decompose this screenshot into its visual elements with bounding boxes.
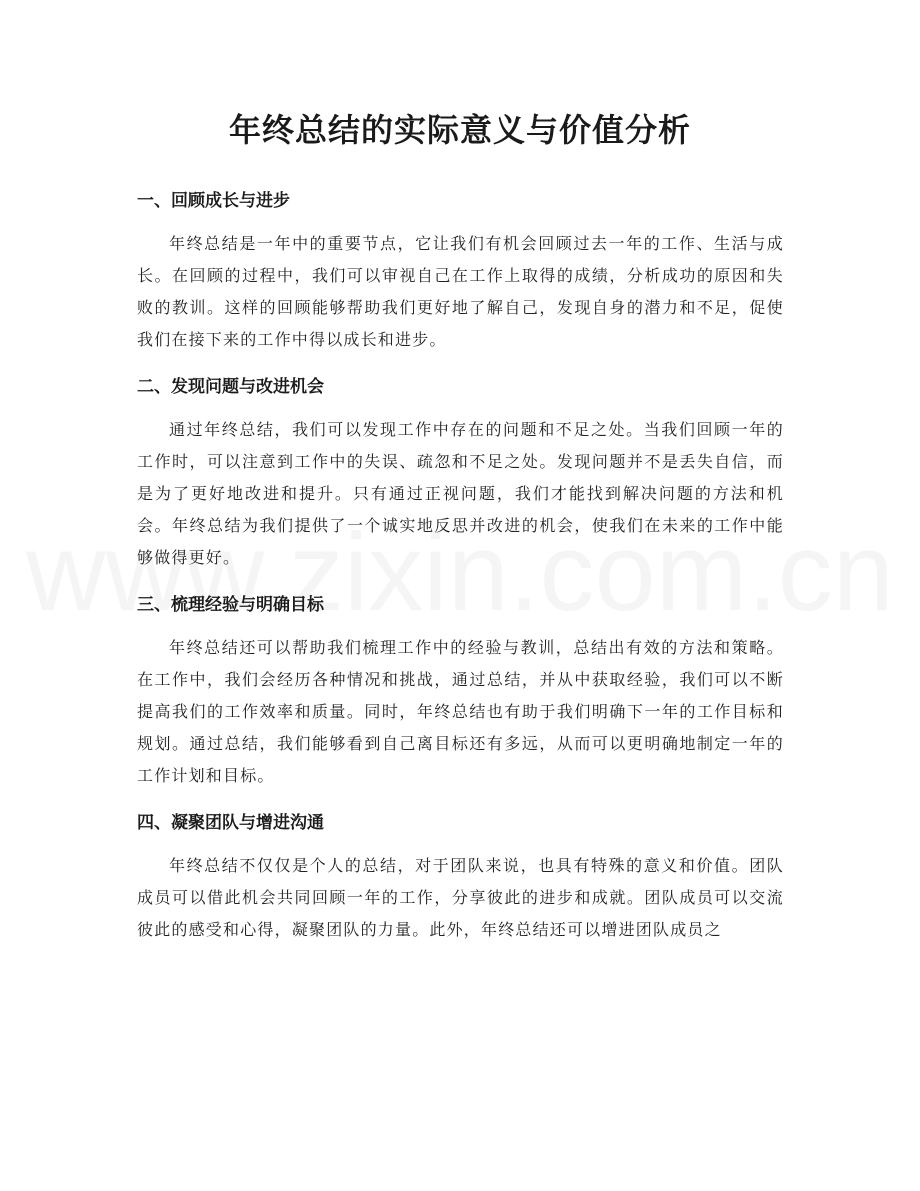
section-paragraph: 年终总结还可以帮助我们梳理工作中的经验与教训，总结出有效的方法和策略。在工作中，我们会经历各种情况和挑战，通过总结，并从中获取经验，我们可以不断提高我们的工作效率和质量。同时，年终总结也有助于我们明确下一年的工作目标和规划。通过总结，我们能够看到自己离目标还有多远，从而可以更明确地制定一年的工作计划和目标。 [137,638,784,785]
section-heading: 二、发现问题与改进机会 [137,377,324,397]
section-heading: 四、凝聚团队与增进沟通 [137,813,324,833]
section-paragraph: 年终总结是一年中的重要节点，它让我们有机会回顾过去一年的工作、生活与成长。在回顾的过程中，我们可以审视自己在工作上取得的成绩，分析成功的原因和失败的教训。这样的回顾能够帮助我们更好地了解自己，发现自身的潜力和不足，促使我们在接下来的工作中得以成长和进步。 [137,234,784,349]
section-paragraph: 通过年终总结，我们可以发现工作中存在的问题和不足之处。当我们回顾一年的工作时，可以注意到工作中的失误、疏忽和不足之处。发现问题并不是丢失自信，而是为了更好地改进和提升。只有通过正视问题，我们才能找到解决问题的方法和机会。年终总结为我们提供了一个诚实地反思并改进的机会，使我们在未来的工作中能够做得更好。 [137,420,784,567]
section-review-growth [137,186,784,356]
section-paragraph: 年终总结不仅仅是个人的总结，对于团队来说，也具有特殊的意义和价值。团队成员可以借此机会共同回顾一年的工作，分享彼此的进步和成就。团队成员可以交流彼此的感受和心得，凝聚团队的力量。此外，年终总结还可以增进团队成员之 [137,856,784,939]
section-experience-goals [137,590,784,792]
section-heading: 三、梳理经验与明确目标 [137,595,324,615]
document-title: 年终总结的实际意义与价值分析 [228,111,691,149]
section-find-problems [137,372,784,574]
section-heading: 一、回顾成长与进步 [137,191,290,211]
document-body [137,186,784,962]
section-team-communication [137,808,784,946]
